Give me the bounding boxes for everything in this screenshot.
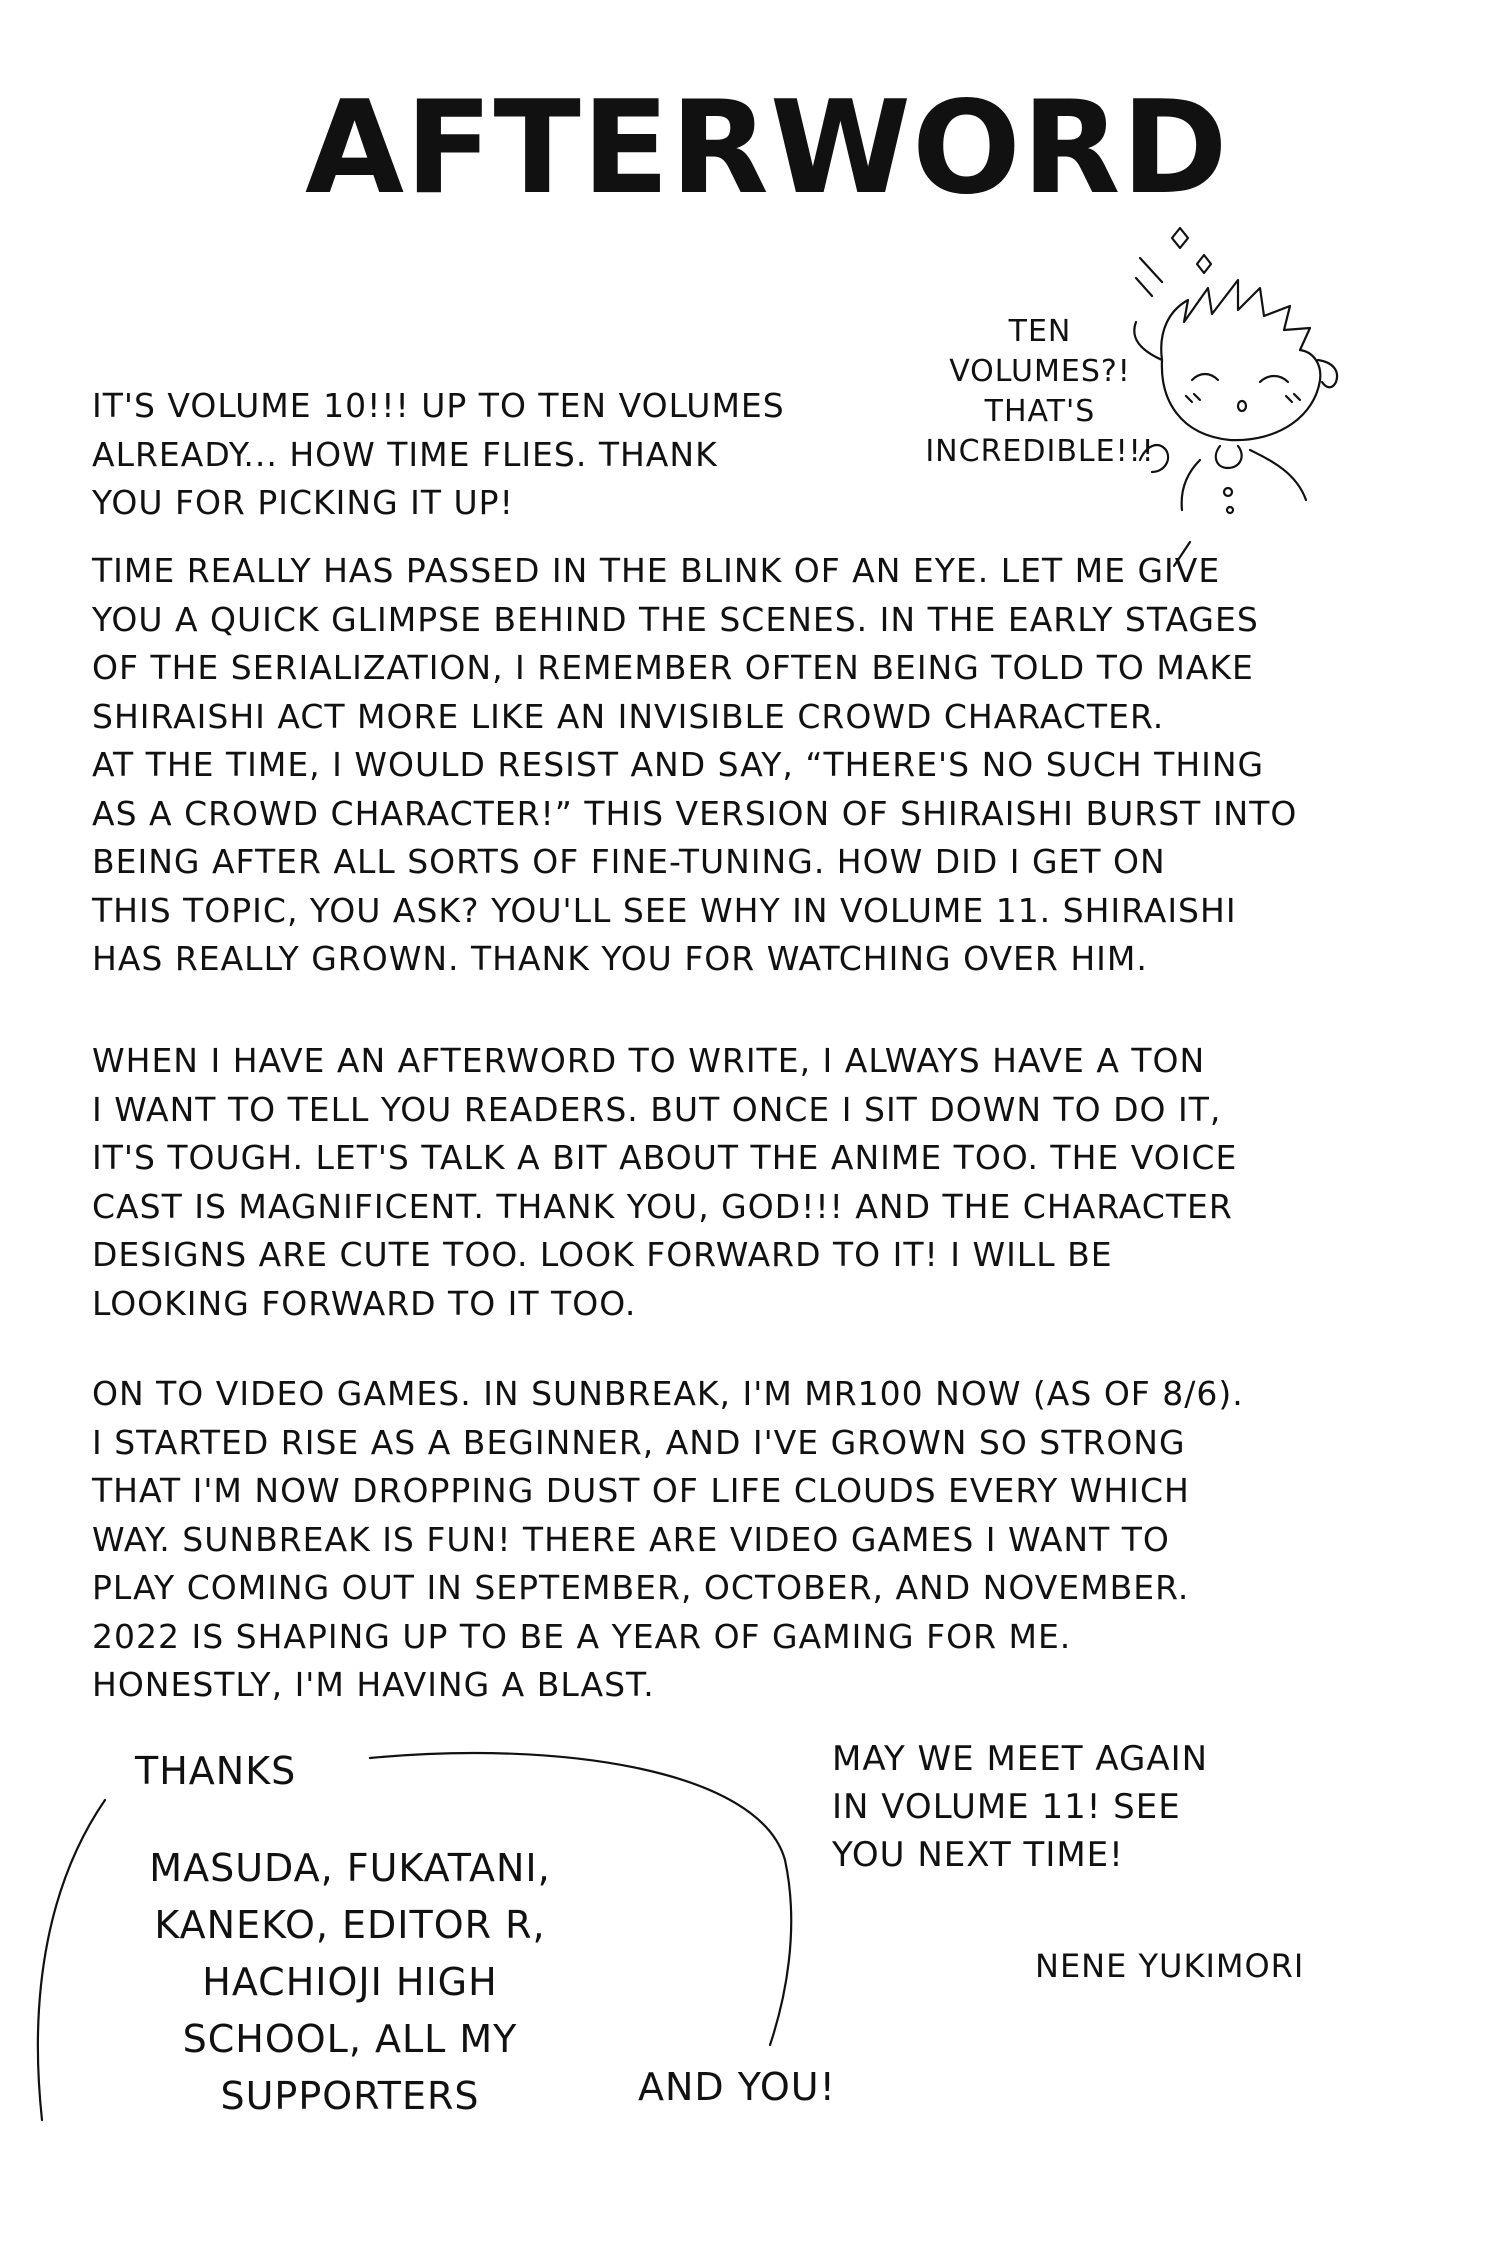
text-line: I WANT TO TELL YOU READERS. BUT ONCE I SIT DOWN TO DO IT, [92,1089,1222,1129]
thanks-names [140,1840,560,2125]
text-line: AT THE TIME, I WOULD RESIST AND SAY, “THERE'S NO SUCH THING [92,745,1265,784]
text-line: TIME REALLY HAS PASSED IN THE BLINK OF AN EYE. LET ME GIVE [92,551,1221,590]
bubble-line: INCREDIBLE!!! [925,434,1155,469]
bubble-line: TEN [1008,314,1072,349]
text-line: OF THE SERIALIZATION, I REMEMBER OFTEN BEING TOLD TO MAKE [92,648,1254,687]
text-line: PLAY COMING OUT IN SEPTEMBER, OCTOBER, AND NOVEMBER. [92,1568,1190,1607]
text-line: ALREADY... HOW TIME FLIES. THANK [92,434,718,474]
intro-paragraph [92,382,852,528]
text-line: HAS REALLY GROWN. THANK YOU FOR WATCHING OVER HIM. [92,939,1148,978]
thanks-name-line: MASUDA, FUKATANI, [149,1846,551,1890]
text-line: THAT I'M NOW DROPPING DUST OF LIFE CLOUDS EVERY WHICH [92,1471,1190,1510]
bubble-line: THAT'S [984,394,1096,429]
text-line: SHIRAISHI ACT MORE LIKE AN INVISIBLE CROWD CHARACTER. [92,696,1165,736]
text-line: CAST IS MAGNIFICENT. THANK YOU, GOD!!! AND THE CHARACTER [92,1186,1233,1226]
thanks-name-line: HACHIOJI HIGH [202,1960,498,2004]
text-line: BEING AFTER ALL SORTS OF FINE-TUNING. HOW DID I GET ON [92,842,1166,881]
closing-line: MAY WE MEET AGAIN [832,1739,1209,1779]
author-signature: NENE YUKIMORI [1035,1947,1305,1985]
thanks-label: THANKS [135,1749,297,1793]
closing-line: IN VOLUME 11! SEE [832,1787,1181,1827]
and-you-text: AND YOU! [638,2065,836,2109]
page-title: AFTERWORD [305,74,1229,223]
text-line: LOOKING FORWARD TO IT TOO. [92,1283,637,1323]
bubble-line: VOLUMES?! [949,354,1131,389]
text-line: YOU A QUICK GLIMPSE BEHIND THE SCENES. IN THE EARLY STAGES [92,599,1259,639]
paragraph-behind-the-scenes [92,547,1362,984]
text-line: WAY. SUNBREAK IS FUN! THERE ARE VIDEO GAMES I WANT TO [92,1519,1170,1559]
closing-message [832,1735,1292,1879]
thanks-name-line: KANEKO, EDITOR R, [154,1903,546,1947]
text-line: IT'S VOLUME 10!!! UP TO TEN VOLUMES [92,386,785,425]
text-line: ON TO VIDEO GAMES. IN SUNBREAK, I'M MR100 NOW (AS OF 8/6). [92,1374,1244,1413]
thanks-name-line: SUPPORTERS [220,2074,480,2118]
text-line: I STARTED RISE AS A BEGINNER, AND I'VE GROWN SO STRONG [92,1422,1186,1462]
text-line: YOU FOR PICKING IT UP! [92,483,514,522]
text-line: DESIGNS ARE CUTE TOO. LOOK FORWARD TO IT! I WILL BE [92,1235,1113,1274]
text-line: HONESTLY, I'M HAVING A BLAST. [92,1665,655,1704]
closing-line: YOU NEXT TIME! [832,1835,1124,1875]
text-line: WHEN I HAVE AN AFTERWORD TO WRITE, I ALWAYS HAVE A TON [92,1041,1206,1080]
text-line: AS A CROWD CHARACTER!” THIS VERSION OF SHIRAISHI BURST INTO [92,793,1298,833]
text-line: 2022 IS SHAPING UP TO BE A YEAR OF GAMING FOR ME. [92,1616,1072,1656]
paragraph-video-games [92,1370,1362,1710]
paragraph-anime [92,1037,1362,1328]
text-line: THIS TOPIC, YOU ASK? YOU'LL SEE WHY IN VOLUME 11. SHIRAISHI [92,890,1237,930]
text-line: IT'S TOUGH. LET'S TALK A BIT ABOUT THE ANIME TOO. THE VOICE [92,1138,1238,1177]
thanks-name-line: SCHOOL, ALL MY [182,2017,518,2061]
chibi-author-sketch [1100,210,1400,570]
